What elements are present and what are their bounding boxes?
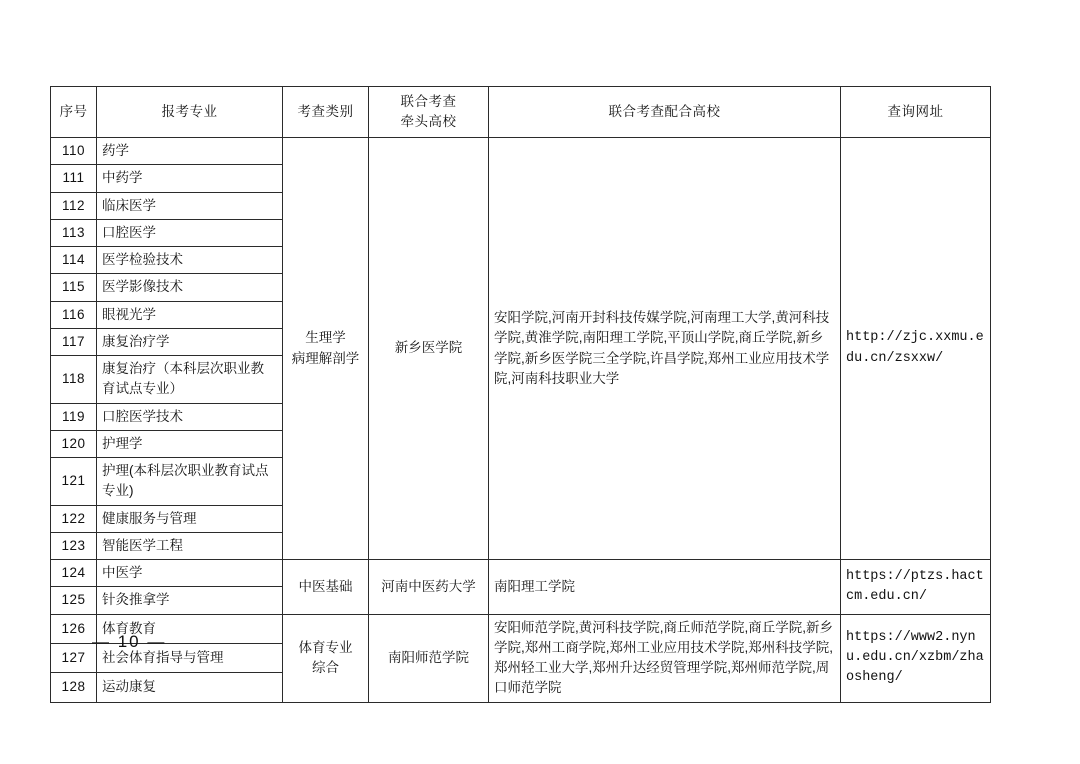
- page-number: — 10 —: [92, 632, 167, 651]
- cell-no: 128: [51, 673, 97, 702]
- cell-no: 116: [51, 301, 97, 328]
- header-no: 序号: [51, 87, 97, 138]
- cell-major: 社会体育指导与管理: [97, 643, 283, 672]
- cell-no: 122: [51, 505, 97, 532]
- cell-no: 115: [51, 274, 97, 301]
- cell-coop-schools: 南阳理工学院: [489, 560, 841, 615]
- header-exam-type: 考查类别: [283, 87, 369, 138]
- cell-no: 112: [51, 192, 97, 219]
- cell-lead-school: 新乡医学院: [369, 138, 489, 560]
- exam-type-line1: 生理学: [305, 330, 346, 346]
- header-major: 报考专业: [97, 87, 283, 138]
- cell-major: 眼视光学: [97, 301, 283, 328]
- cell-exam-type: 中医基础: [283, 560, 369, 615]
- cell-no: 114: [51, 247, 97, 274]
- exam-type-line1: 体育专业: [298, 639, 353, 655]
- cell-major: 健康服务与管理: [97, 505, 283, 532]
- cell-major: 医学检验技术: [97, 247, 283, 274]
- cell-major: 智能医学工程: [97, 532, 283, 559]
- cell-no: 127: [51, 643, 97, 672]
- cell-major: 口腔医学: [97, 219, 283, 246]
- cell-major: 临床医学: [97, 192, 283, 219]
- cell-lead-school: 河南中医药大学: [369, 560, 489, 615]
- header-lead-school-line2: 牵头高校: [400, 114, 457, 129]
- cell-query-url: https://ptzs.hactcm.edu.cn/: [841, 560, 991, 615]
- cell-major: 口腔医学技术: [97, 403, 283, 430]
- exam-type-line2: 病理解剖学: [291, 350, 360, 366]
- cell-major: 中医学: [97, 560, 283, 587]
- cell-no: 126: [51, 614, 97, 643]
- cell-major: 中药学: [97, 165, 283, 192]
- table-header-row: [51, 87, 991, 138]
- cell-major: 康复治疗学: [97, 328, 283, 355]
- cell-exam-type: [283, 614, 369, 702]
- cell-major: 护理(本科层次职业教育试点专业): [97, 458, 283, 506]
- exam-type-line2: 综合: [312, 660, 339, 675]
- cell-major: 运动康复: [97, 673, 283, 702]
- cell-query-url: https://www2.nynu.edu.cn/xzbm/zhaosheng/: [841, 614, 991, 702]
- majors-table: [50, 86, 991, 703]
- table-row: [51, 138, 991, 165]
- header-coop-schools: 联合考查配合高校: [489, 87, 841, 138]
- cell-coop-schools: 安阳学院,河南开封科技传媒学院,河南理工大学,黄河科技学院,黄淮学院,南阳理工学院,平顶山学院,商丘学院,新乡学院,新乡医学院三全学院,许昌学院,郑州工业应用技术学院,河南科技职业大学: [489, 138, 841, 560]
- header-lead-school-line1: 联合考查: [400, 93, 457, 109]
- cell-no: 111: [51, 165, 97, 192]
- cell-major: 康复治疗（本科层次职业教育试点专业）: [97, 356, 283, 404]
- table-body: [51, 138, 991, 703]
- cell-coop-schools: 安阳师范学院,黄河科技学院,商丘师范学院,商丘学院,新乡学院,郑州工商学院,郑州工业应用技术学院,郑州科技学院,郑州轻工业大学,郑州升达经贸管理学院,郑州师范学院,周口师范学院: [489, 614, 841, 702]
- cell-no: 124: [51, 560, 97, 587]
- table-header: [51, 87, 991, 138]
- cell-no: 121: [51, 458, 97, 506]
- cell-no: 113: [51, 219, 97, 246]
- header-lead-school: [369, 87, 489, 138]
- cell-no: 110: [51, 138, 97, 165]
- cell-no: 125: [51, 587, 97, 614]
- cell-lead-school: 南阳师范学院: [369, 614, 489, 702]
- cell-no: 118: [51, 356, 97, 404]
- header-query-url: 查询网址: [841, 87, 991, 138]
- cell-no: 119: [51, 403, 97, 430]
- cell-major: 药学: [97, 138, 283, 165]
- cell-no: 120: [51, 430, 97, 457]
- cell-no: 117: [51, 328, 97, 355]
- cell-exam-type: [283, 138, 369, 560]
- majors-table-container: [50, 86, 990, 703]
- cell-no: 123: [51, 532, 97, 559]
- cell-major: 护理学: [97, 430, 283, 457]
- table-row: [51, 560, 991, 587]
- cell-query-url: http://zjc.xxmu.edu.cn/zsxxw/: [841, 138, 991, 560]
- cell-major: 针灸推拿学: [97, 587, 283, 614]
- cell-major: 体育教育: [97, 614, 283, 643]
- table-row: [51, 614, 991, 643]
- cell-major: 医学影像技术: [97, 274, 283, 301]
